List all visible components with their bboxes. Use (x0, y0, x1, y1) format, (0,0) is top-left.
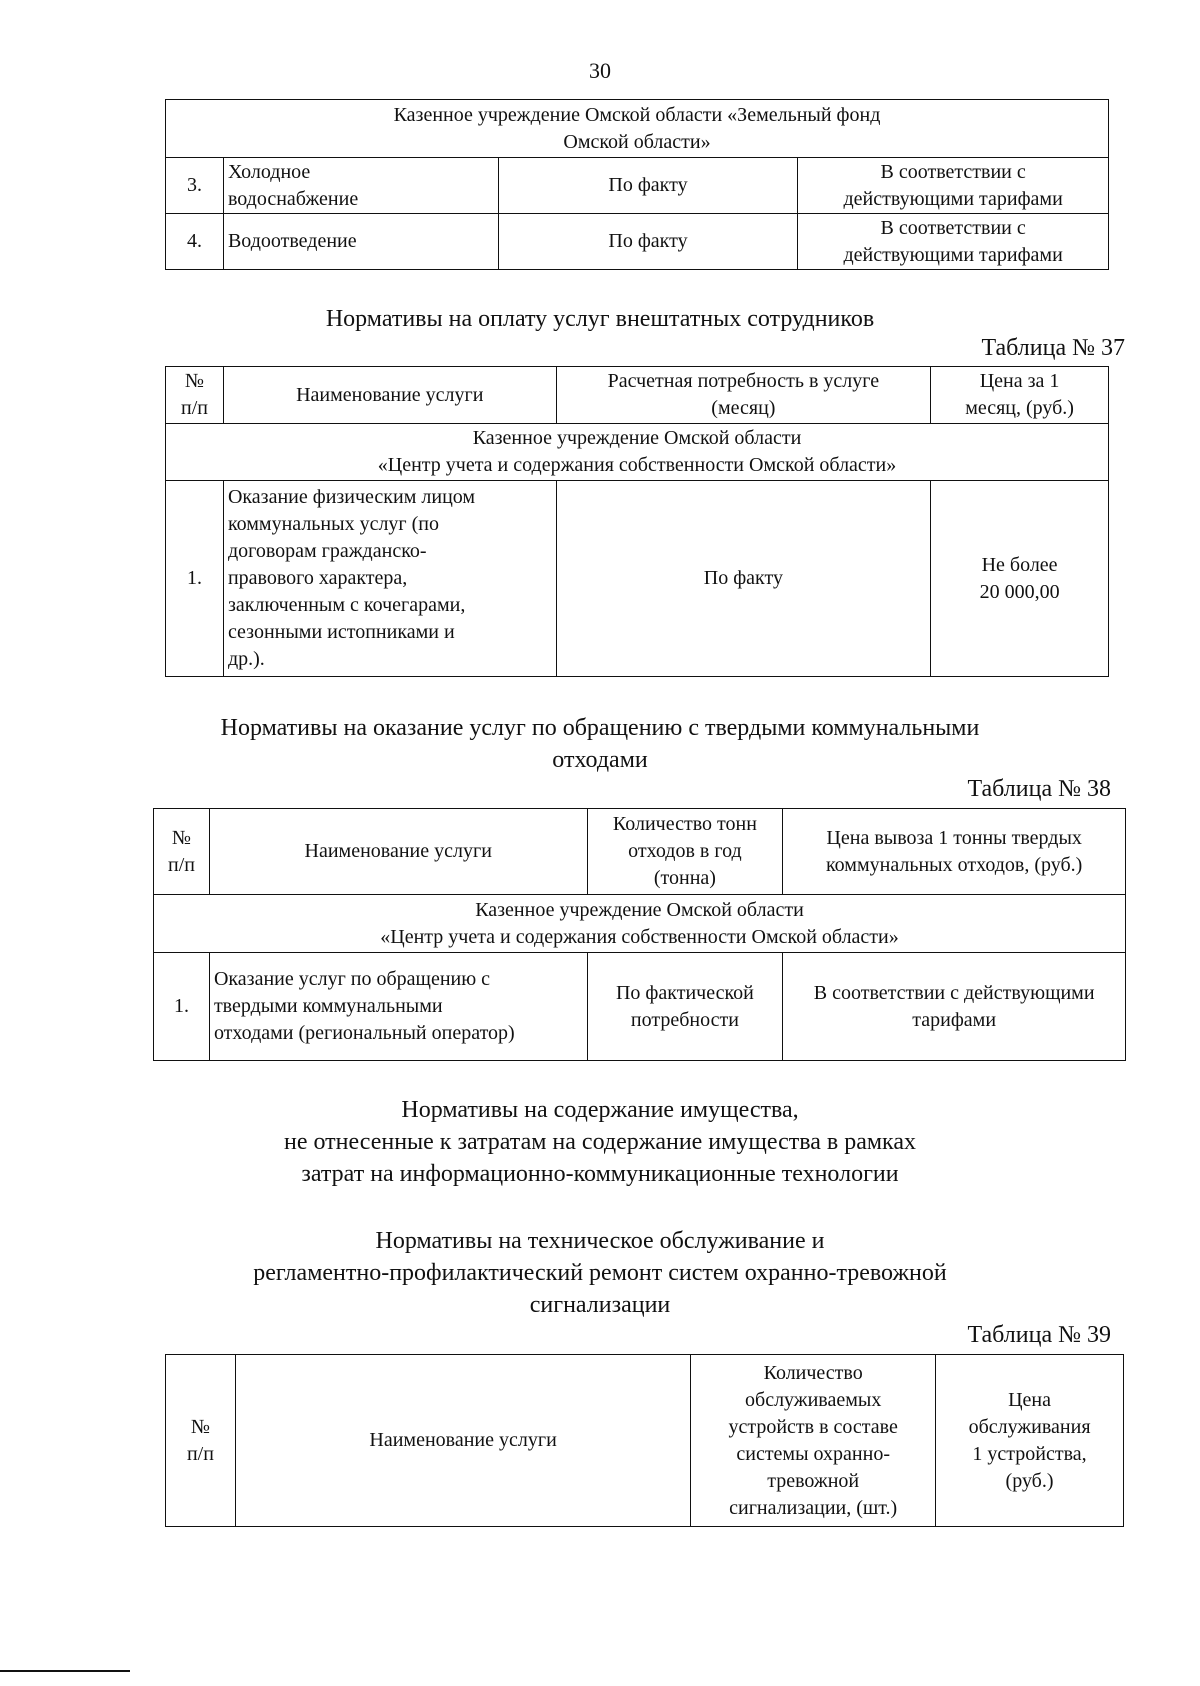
row-number: 4. (166, 214, 224, 270)
header-number: № п/п (166, 367, 224, 424)
header-price: Цена обслуживания 1 устройства, (руб.) (936, 1355, 1124, 1527)
row-number: 1. (166, 481, 224, 677)
header-number: № п/п (154, 809, 210, 895)
org-row: Казенное учреждение Омской области «Центр учета и содержания собственности Омской области» (154, 895, 1126, 953)
table-header-row (166, 367, 1109, 424)
table-37 (165, 366, 1109, 677)
header-service-name: Наименование услуги (235, 1355, 690, 1527)
row-number: 3. (166, 158, 224, 214)
service-name: Водоотведение (223, 214, 498, 270)
table-row (166, 214, 1109, 270)
table-caption-38: Таблица № 38 (967, 776, 1111, 802)
table-caption-39: Таблица № 39 (967, 1322, 1111, 1348)
service-name: Оказание услуг по обращению с твердыми коммунальными отходами (региональный оператор) (209, 953, 587, 1061)
header-quantity: Количество тонн отходов в год (тонна) (587, 809, 783, 895)
service-quantity: По фактической потребности (587, 953, 783, 1061)
header-price: Цена вывоза 1 тонны твердых коммунальных отходов, (руб.) (783, 809, 1126, 895)
section-heading-property: Нормативы на содержание имущества, не отнесенные к затратам на содержание имущества в рамках затрат на информационно-коммуникационные технологии (283, 1097, 916, 1187)
service-price: В соответствии с действующими тарифами (783, 953, 1126, 1061)
service-price: В соответствии с действующими тарифами (798, 214, 1109, 270)
table-39 (165, 1354, 1124, 1527)
row-number: 1. (154, 953, 210, 1061)
header-quantity: Количество обслуживаемых устройств в составе системы охранно- тревожной сигнализации, (шт.) (691, 1355, 936, 1527)
table-row (154, 953, 1126, 1061)
table-38 (153, 808, 1126, 1061)
service-volume: По факту (498, 214, 798, 270)
page-number: 30 (589, 58, 611, 83)
service-price: Не более 20 000,00 (931, 481, 1109, 677)
section-heading-38: Нормативы на оказание услуг по обращению с твердыми коммунальными отходами (220, 715, 980, 773)
section-heading-39: Нормативы на техническое обслуживание и регламентно-профилактический ремонт систем охранно-тревожной сигнализации (253, 1228, 947, 1318)
table-row (166, 481, 1109, 677)
service-need: По факту (556, 481, 931, 677)
page-edge-mark (0, 1670, 130, 1672)
service-volume: По факту (498, 158, 798, 214)
section-heading-37: Нормативы на оплату услуг внештатных сотрудников (325, 306, 875, 332)
service-name: Холодное водоснабжение (223, 158, 498, 214)
table-header-row (166, 1355, 1124, 1527)
header-need: Расчетная потребность в услуге (месяц) (556, 367, 931, 424)
org-row: Казенное учреждение Омской области «Центр учета и содержания собственности Омской области» (166, 424, 1109, 481)
table-header-row (154, 809, 1126, 895)
table-caption-37: Таблица № 37 (981, 335, 1125, 361)
service-price: В соответствии с действующими тарифами (798, 158, 1109, 214)
service-name: Оказание физическим лицом коммунальных услуг (по договорам гражданско- правового характера, заключенным с кочегарами, сезонными истопниками и др.). (223, 481, 556, 677)
table-36-continuation (165, 99, 1109, 270)
header-service-name: Наименование услуги (223, 367, 556, 424)
header-service-name: Наименование услуги (209, 809, 587, 895)
org-row: Казенное учреждение Омской области «Земельный фонд Омской области» (166, 100, 1109, 158)
header-number: № п/п (166, 1355, 236, 1527)
table-row (166, 158, 1109, 214)
header-price: Цена за 1 месяц, (руб.) (931, 367, 1109, 424)
